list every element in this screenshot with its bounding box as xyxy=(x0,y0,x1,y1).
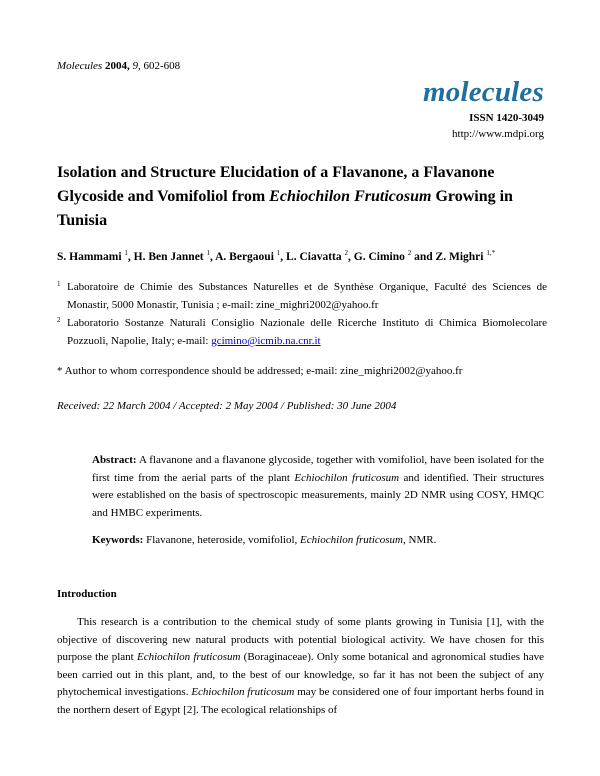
author: A. Bergaoui $^1$, xyxy=(215,249,287,263)
issn: ISSN 1420-3049 xyxy=(469,112,544,124)
author: G. Cimino $^2$ and xyxy=(353,249,436,263)
journal-url[interactable]: http://www.mdpi.org xyxy=(452,128,544,140)
author: S. Hammami $^1$, xyxy=(57,249,134,263)
affiliation-2: 2 Laboratorio Sostanze Naturali Consiglio Nazionale delle Ricerche Instituto di Chimica Biomolecolare Pozzuoli, Napolie, Italy; e-mail: gcimino@icmib.na.cnr.it xyxy=(57,316,547,347)
email-link[interactable]: gcimino@icmib.na.cnr.it xyxy=(211,335,321,347)
journal-citation: Molecules 2004, 9, 602-608 xyxy=(57,60,181,72)
affiliation-1: 1 Laboratoire de Chimie des Substances Naturelles et de Synthèse Organique, Faculté des Sciences de Monastir, 5000 Monastir, Tunisia ; e-mail: zine_mighri2002@yahoo.fr xyxy=(57,280,547,311)
correspondence-note: * Author to whom correspondence should be addressed; e-mail: zine_mighri2002@yahoo.fr xyxy=(57,365,463,377)
paper-title: Isolation and Structure Elucidation of a Flavanone, a Flavanone Glycoside and Vomifoliol from Echiochilon Fruticosum Growing in Tunisia xyxy=(57,164,513,229)
publication-dates: Received: 22 March 2004 / Accepted: 2 May 2004 / Published: 30 June 2004 xyxy=(57,400,397,412)
introduction-paragraph: This research is a contribution to the chemical study of some plants growing in Tunisia [1], with the objective of discovering new natural products with potential biological activity. We have chosen for this purpose the plant Echiochilon fruticosum (Boraginaceae). Only some botanical and agronomical studies have been carried out in this plant, and, to the best of our knowledge, so far it has not been the subject of any phytochemical investigations. Echiochilon fruticosum may be considered one of four important herbs found in the northern desert of Egypt [2]. The ecological relationships of xyxy=(57,616,544,716)
section-heading-introduction: Introduction xyxy=(57,588,117,600)
journal-logo: molecules xyxy=(422,76,544,108)
author: L. Ciavatta $^2$, xyxy=(286,249,354,263)
author-list xyxy=(57,249,495,263)
author: H. Ben Jannet $^1$, xyxy=(133,249,216,263)
abstract: Abstract: A flavanone and a flavanone glycoside, together with vomifoliol, have been isolated for the first time from the aerial parts of the plant Echiochilon fruticosum and identified. Their structures were established on the basis of spectroscopic measurements, mainly 2D NMR using COSY, HMQC and HMBC experiments. xyxy=(92,454,544,519)
author: Z. Mighri $^{1,*}$ xyxy=(435,249,496,263)
keywords: Keywords: Flavanone, heteroside, vomifoliol, Echiochilon fruticosum, NMR. xyxy=(92,534,437,546)
